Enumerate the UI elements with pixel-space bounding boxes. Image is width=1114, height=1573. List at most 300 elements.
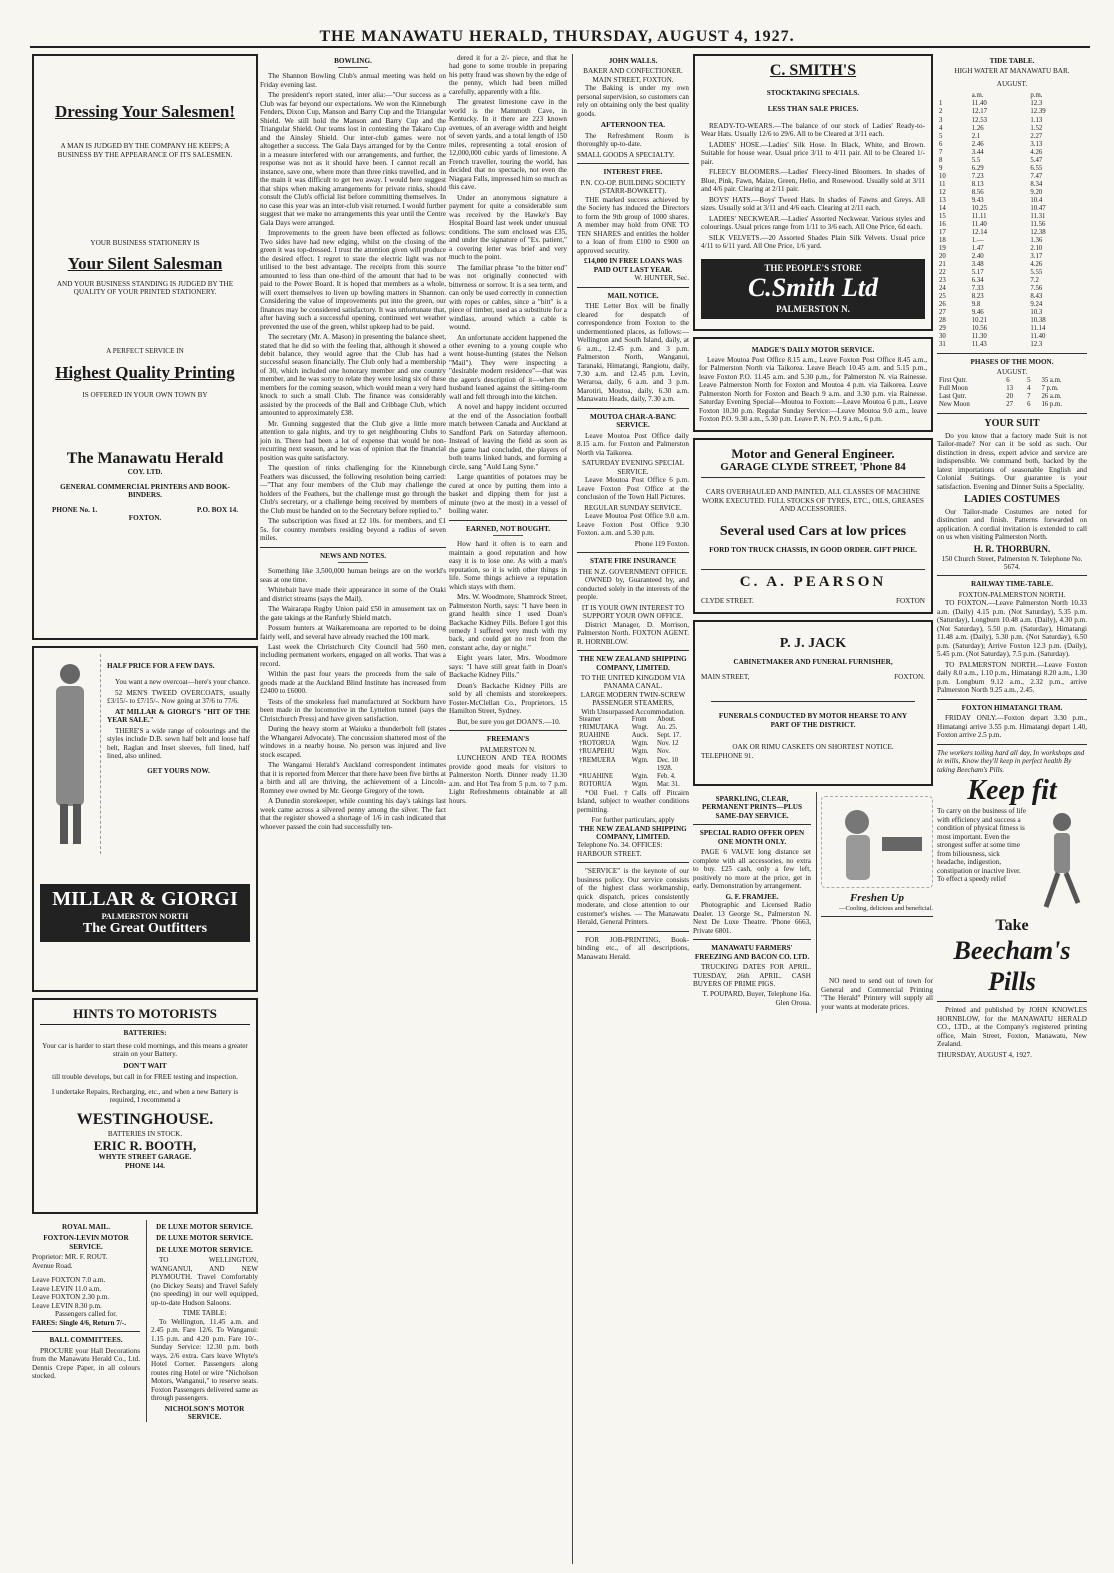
table-cell: 11.11 [971,212,987,220]
section-heading: RAILWAY TIME-TABLE. [970,580,1053,589]
news-paragraph: During the heavy storm at Waiuku a thunderbolt fell (states the Whangarei Advocate). The concussion shattered most of the windows in a nearby house. No person was injured and live stock escaped. [260,725,446,759]
article-paragraph: How hard it often is to earn and maintain a good reputation and how easy it is to lose one. As with a man's reputation, so it is with other things in life. Some things achieve a reputation which stays with them. [449,540,567,591]
section-heading: JOHN WALLS. [608,57,658,65]
table-cell: 2.40 [971,252,984,260]
table-cell: ROTORUA [579,780,612,788]
column-3 [449,54,689,1564]
ad-sub: GARAGE CLYDE STREET, 'Phone 84 [701,461,925,478]
table-cell: 7 p.m. [1041,384,1059,392]
tide-row [937,333,1087,341]
article-paragraph: The familiar phrase "to the bitter end" was not originally connected with bitterness or sorrow. It is a sea term, and can only be used correctly in connection with ropes or cables, since a "bitt" is a piece of timber, used as a substitute for a windlass, around which a cable is wound. [449,263,567,332]
table-cell: 7 [939,148,943,156]
article-paragraph: Eight years later, Mrs. Woodmore says: "I have still great faith in Doan's Backache Kidney Pills." [449,654,567,680]
smith-item: LADIES' HOSE.—Ladies' Silk Hose. In Black, White, and Brown. Suitable for house wear. Usual price 3/11 to 4/11 pair. All to be Cleared 1/- pair. [701,140,925,166]
tide-row [937,205,1087,213]
royal-mail-block [32,1220,140,1422]
ad-sub: A PERFECT SERVICE IN [106,346,184,355]
ad-town: FOXTON. [128,514,162,523]
table-cell: 14 [939,204,946,212]
section-heading: FREEMAN'S [486,735,530,744]
ad-sub: CABINETMAKER AND FUNERAL FURNISHER, [733,658,893,667]
table-cell: 13 [1006,384,1014,392]
table-cell: Auck. [631,732,649,740]
table-cell: 11.14 [1030,324,1046,332]
tide-row [937,181,1087,189]
table-cell: 1.— [971,236,984,244]
article-paragraph: An unfortunate accident happened the other evening to a young couple who went house-hunting (states the Nelson "Mail"). They were inspecting a "desirable modern residence"—that was the agent's description of it—when the husband leaned against the sitting-room wall and fell through into the kitchen. [449,333,567,401]
article-paragraph: Large quantities of potatoes may be cured at once by putting them into a basket and dipping them for just a minute (two at the most) in a vessel of boiling water. [449,473,567,516]
section-heading: EARNED, NOT BOUGHT. [466,524,550,533]
section-heading: BOWLING. [334,57,372,65]
freeman-text: LUNCHEON AND TEA ROOMS provide good meals for visitors to Palmerston North. Dinner ready 11.30 a.m. and Hot Tea from 5 p.m. to 7 p.m. Light Refreshments obtainable at all hours. [449,754,567,805]
madge-ad [693,337,933,432]
logo-sub: PALMERSTON NORTH [101,911,189,921]
suit-text: Do you know that a factory made Suit is not Tailor-made? Nor can it be sold as such. Our distinction in dress, expert advice and service are indispensible. We command both, backed by the latest importations of seasonable English and Colonial Suitings. Our guarantee is your satisfaction. Evening and Dinner Suits a Speciality. [937,431,1087,491]
ad-big: Highest Quality Printing [55,363,235,382]
article-paragraph: Doan's Backache Kidney Pills are sold by all chemists and storekeepers. Foster-McClellan Co., Proprietors, 15 Hamilton Street, Sydney. [449,681,567,716]
mail-time: Leave FOXTON 2.30 p.m. [32,1293,110,1302]
table-header: About. [657,716,676,724]
table-cell: †RUAPEHU [579,748,615,756]
ad-text: Your car is harder to start these cold mornings, and this means a greater strain on your Battery. [42,1041,248,1059]
tide-row [937,341,1087,349]
tide-month: AUGUST. [996,79,1028,88]
smith-items [701,122,925,251]
earned-article [449,540,567,726]
table-cell: Wgtn. [631,772,649,780]
news-paragraph: Possum hunters at Waikaremoana are reported to be doing fairly well, and several have already reached the 100 mark. [260,624,446,641]
nzs-text: *Oil Fuel. †Calls off Pitcairn Island, subject to weather conditions permitting. [577,788,689,814]
tide-row [937,108,1087,116]
table-cell: 3.13 [1030,140,1043,148]
tide-row [937,317,1087,325]
moon-row [937,401,1087,409]
ad-phone: PHONE No. 1. [52,505,98,514]
table-cell: 13 [939,196,946,204]
table-cell: 12.3 [1030,100,1043,108]
steamer-row [577,757,689,765]
moutoa-text: Leave Moutoa Post Office 9.0 a.m. Leave Foxton Post Office 9.30 Foxton. a.m. and 5.30 p.m. [577,512,689,538]
table-cell: 10.4 [1030,196,1043,204]
sfi-sub: THE N.Z. GOVERNMENT OFFICE. [578,567,688,576]
tide-row [937,245,1087,253]
tide-row [937,133,1087,141]
article-paragraph: But, be sure you get DOAN'S.—10. [457,717,561,726]
table-cell: 7.23 [971,172,984,180]
table-cell: RUAHINE [579,732,610,740]
table-cell: Dec. 10 [657,756,679,764]
smith-item: BOYS' HATS.—Boys' Tweed Hats. In shades of Fawns and Greys. All sizes. Usually sold at 3/11 and 4/6 each. Clearing at 2/11 each. [701,195,925,213]
section-heading: ROYAL MAIL. [61,1223,111,1231]
table-cell: 24 [939,284,946,292]
news-paragraph: Whitebait have made their appearance in some of the Otaki and district streams (says the Mail). [260,586,446,603]
table-cell: 21 [939,260,946,268]
tide-row [937,221,1087,229]
deluxe-block [146,1220,258,1422]
mail-time: Leave FOXTON 7.0 a.m. [32,1276,106,1285]
continued-article [449,54,567,516]
ad-text: A MAN IS JUDGED BY THE COMPANY HE KEEPS; A BUSINESS BY THE APPEARANCE OF ITS SALESMEN. [57,142,233,159]
ad-addr: MAIN STREET, [701,672,750,681]
freshen-text: Freshen Up [849,891,905,904]
tide-row [937,277,1087,285]
table-cell: 12.17 [971,108,988,116]
column-4 [693,54,933,1564]
ad-phone: PHONE 144. [125,1161,165,1170]
section-heading: MADGE'S DAILY MOTOR SERVICE. [751,345,875,354]
tide-row [937,293,1087,301]
table-cell: Wgtn. [631,748,649,756]
logo-text: MILLAR & GIORGI [52,888,238,910]
tide-row [937,189,1087,197]
steamer-row [577,773,689,781]
mfb-text: TRUCKING DATES FOR APRIL. TUESDAY, 26th APRIL. CASH BUYERS OF PRIME PIGS. [693,963,811,988]
ad-text: GET YOURS NOW. [147,766,210,775]
table-cell: 6 [1006,376,1010,384]
col3-right [572,54,689,1564]
table-cell: 12 [939,188,946,196]
steamer-row [577,748,689,756]
ad-sub: STOCKTAKING SPECIALS. [766,88,860,97]
radio-text: PAGE 6 VALVE long distance set complete with all accessories, no extra to buy. £25 cash, only a few left, positively no more at the price, get in early. Demonstration by arrangement. [693,848,811,891]
mail-notice-text: THE Letter Box will be finally cleared for despatch of correspondence from Foxton to the undermentioned places, as follows:— Wellington and South Island, daily, at 6 a.m., 12.45 p.m. and 3 p.m. Palmerston North, Wanganui, Taranaki, Himatangi, Rangiotu, daily, 7.30 a.m. and 12.45 p.m. Levin, Weraroa, daily, 6 a.m. and 3 p.m. Marotiri, Moutoa, daily, 6.30 a.m. Manawatu Heads, daily, 7.30 a.m. [577,302,689,404]
radio-sig: G. F. FRAMJEE. [725,892,779,901]
nzs-text: TO THE UNITED KINGDOM VIA PANAMA CANAL. [580,674,686,691]
ad-name: P. J. JACK [779,635,847,651]
walls-text: The Refreshment Room is thoroughly up-to-date. [577,131,689,149]
section-heading: FOXTON HIMATANGI TRAM. [961,703,1063,712]
bowling-article [260,72,446,542]
tide-row [937,165,1087,173]
tide-row [937,261,1087,269]
table-cell: 7.2 [1030,276,1039,284]
table-cell [630,765,655,773]
table-cell: 3.48 [971,260,984,268]
column-5 [937,54,1087,1564]
article-paragraph: A novel and happy incident occurred at the end of the Association football match between Canada and Auckland at Sandford Park on Saturday afternoon. Instead of leaving the field as soon as the game had concluded, the players of both teams linked hands, and forming a circle, sang "Auld Lang Syne." [449,403,567,471]
table-cell: 9.43 [971,196,984,204]
table-cell: 23 [939,276,946,284]
tide-row [937,325,1087,333]
imprint-date: THURSDAY, AUGUST 4, 1927. [937,1050,1032,1059]
table-cell: 6.29 [971,164,984,172]
news-paragraph: Last week the Christchurch City Council had 560 men, including permanent workers, engaged on all works. That was a record. [260,643,446,668]
section-heading: AFTERNOON TEA. [600,121,666,130]
steamer-row [577,740,689,748]
ad-text: DON'T WAIT [123,1061,167,1070]
news-paragraph: Within the past four years the proceeds from the sale of goods made at the Auckland Blind Institute has increased from £2400 to £6000. [260,670,446,696]
ad-addr: CLYDE STREET. [701,597,754,606]
running-figure-icon [1032,807,1087,917]
tide-table [937,92,1087,349]
table-cell: 1 [939,100,943,108]
section-heading: INTEREST FREE. [603,168,663,177]
table-cell: 10.21 [971,316,988,324]
news-paragraph: The Wanganui Herald's Auckland correspondent intimates that it is reported from Mercer that there have been five births at a birth and all are thriving, the achievement of a Lincoln-Romney ewe owned by Mr. George Gregory of the town. [260,761,446,795]
table-cell: 25 [939,292,946,300]
section-heading: DE LUXE MOTOR SERVICE. [156,1223,253,1231]
table-cell: 30 [939,332,946,340]
table-cell: 8.43 [1030,292,1043,300]
table-cell: 11.56 [1030,220,1046,228]
table-cell: 31 [939,340,946,348]
smith-item: FLEECY BLOOMERS.—Ladies' Fleecy-lined Bloomers. In shades of Blue, Pink, Fawn, Maize, Green, Helio, and Rosewood. Usually sold at 3/11 and 4/6 pair. Clearing at 2/11 pair. [701,168,925,194]
table-cell: 1.52 [1030,124,1043,132]
section-heading: TIDE TABLE. [989,57,1035,65]
motorists-ad [32,998,258,1214]
table-cell: 10.25 [971,204,988,212]
logo-bot: PALMERSTON N. [776,303,850,314]
moon-row [937,385,1087,393]
table-cell: 12.38 [1030,228,1046,236]
table-cell: 10.3 [1030,308,1043,316]
table-cell: 27 [939,308,946,316]
section-heading: YOUR SUIT [984,417,1040,429]
ad-title: C. SMITH'S [769,62,857,79]
table-cell: 9.20 [1030,188,1043,196]
tide-row [937,173,1087,181]
table-cell: 6.34 [971,276,984,284]
table-header [937,92,970,100]
table-header: p.m. [1030,92,1043,100]
table-cell: 12.3 [1030,340,1043,348]
beecham-poem: The workers toiling hard all day, In workshops and in mills, Know they'll keep in perfect health By taking Beecham's Pills. [937,748,1085,774]
ad-title: Motor and General Engineer. [731,445,895,461]
mail-time: Leave LEVIN 8.30 p.m. [32,1301,102,1310]
col3-left [449,54,567,1564]
table-cell: 9.8 [971,300,981,308]
article-paragraph: The greatest limestone cave in the world is the Mammoth Cave, in Kentucky. In it there are 223 known avenues, of an average width and height of seven yards, and a total length of 150 miles, representing a total erosion of 12,000,000 cubic yards of limestone. A French traveller, touring the world, has decided that no spectacle, not even the Niagara Falls, impressed him so much as this cave. [449,98,567,192]
table-cell: 1.36 [1030,236,1043,244]
table-cell: †REMUERA [579,756,616,764]
tide-row [937,149,1087,157]
table-cell: 12.39 [1030,108,1046,116]
deluxe-text: To Wellington, 11.45 a.m. and 2.45 p.m. Fare 12/6. To Wanganui: 1.15 p.m. and 4.20 p.m. Fare 10/-. Sunday Service: 12.30 p.m. both ways. 2/6 extra. Cars leave Whyte's Hotel Corner. Passengers along routes ring Hotel or wire "Nicholson Motors, Wanganui," to reserve seats. Foxton Passengers delivered same as through passengers. [151,1317,258,1403]
tide-row [937,237,1087,245]
smith-item: READY-TO-WEARS.—The balance of our stock of Ladies' Ready-to-Wear Hats. Usually 12/6 to 29/6. All to be Cleared at 3/11 each. [701,121,925,139]
table-cell: 8.23 [971,292,984,300]
table-cell: 5.47 [1030,156,1043,164]
ad-big: Several used Cars at low prices [719,523,907,539]
deluxe-sig: NICHOLSON'S MOTOR SERVICE. [164,1404,245,1422]
table-cell: 4.26 [1030,148,1043,156]
table-cell: 16 p.m. [1041,400,1063,408]
ad-text: FUNERALS CONDUCTED BY MOTOR HEARSE TO ANY PART OF THE DISTRICT. [711,701,915,729]
jack-ad [693,620,933,786]
ad-addr: WHYTE STREET GARAGE. [98,1153,192,1162]
mfb-sig: T. POUPARD, Buyer, Telephone 16a. Glen Oroua. [702,990,811,1007]
table-cell: 18 [939,236,946,244]
tide-row [937,197,1087,205]
table-cell: 7.47 [1030,172,1043,180]
walls-text: SMALL GOODS A SPECIALTY. [577,150,675,159]
nzs-text: LARGE MODERN TWIN-SCREW PASSENGER STEAMERS, [580,690,686,708]
tide-row [937,301,1087,309]
news-paragraph: Tests of the smokeless fuel manufactured at Sockburn have been made in the locomotive in the Lyttelton tunnel (says the Christchurch Press) and have given satisfaction. [260,697,446,723]
table-cell: Wgtn. [631,740,649,748]
nzs-text: With Unsurpassed Accommodation. [581,707,685,716]
table-cell: 9.24 [1030,300,1043,308]
table-cell: 11.30 [971,332,987,340]
section-heading: MOUTOA CHAR-A-BANC SERVICE. [590,412,676,430]
table-cell: 17 [939,228,946,236]
tide-row [937,117,1087,125]
section-heading: STATE FIRE INSURANCE [590,557,676,566]
rail-text: TO FOXTON.—Leave Palmerston North 10.33 a.m. (Daily) 4.15 p.m. (Not Saturday), 5.35 p.m. (Saturday), Longburn 10.48 a.m. (Daily), 4.30 p.m. (Not Saturday), 5.50 p.m. (Saturday), Himatangi 11.48 a.m. (Daily), 5.30 p.m. (Not Saturday), 6.50 p.m. (Saturday); Arrive Foxton 12.3 p.m. (Daily), 5.45 p.m. (Not Saturday), 7.5 p.m. (Saturday). [937,599,1087,659]
keepfit-text: Keep fit [967,775,1057,807]
table-cell: 11.31 [1030,212,1046,220]
table-cell: 10.47 [1030,204,1046,212]
moutoa-phone: Phone 119 Foxton. [634,539,689,548]
moon-row [937,393,1087,401]
tide-row [937,141,1087,149]
ad-text: AT MILLAR & GIORGI'S "HIT OF THE YEAR SALE." [107,707,250,725]
ad-text: CARS OVERHAULED AND PAINTED, ALL CLASSES OF MACHINE WORK EXECUTED. FULL STOCKS OF TYRES, ETC., OILS, GREASES AND ACCESSORIES. [702,488,924,514]
freeman-sub: PALMERSTON N. [480,745,536,754]
walls-addr: MAIN STREET, FOXTON. [592,75,674,84]
table-cell: Last Qutr. [939,392,967,400]
ad-name: ERIC R. BOOTH, [93,1138,197,1154]
section-heading: THE NEW ZEALAND SHIPPING COMPANY, LIMITED. [579,655,687,672]
table-cell: 2.1 [971,132,981,140]
smith-item: SILK VELVETS.—20 Assorted Shades Plain Silk Velvets. Usual price 4/11 to 6/11 yard. All One Price, 1/6 yard. [701,233,925,251]
nzs-sig: THE NEW ZEALAND SHIPPING COMPANY, LIMITED. [579,824,687,841]
tide-row [937,125,1087,133]
logo-text: C.Smith Ltd [747,273,879,303]
ad-text: 52 MEN'S TWEED OVERCOATS, usually £3/15/- to £7/15/-. Now going at 37/6 to 77/6. [107,688,250,706]
madge-text: Leave Moutoa Post Office 8.15 a.m., Leave Foxton Post Office 8.45 a.m., for Palmerston North via Taikorea. Leave Beach 10.45 a.m. and 5.15 p.m., leave Foxton P.O. 11.45 a.m. and 5.30 p.m., for Palmerston N. via Rainesse. Leave Palmerston North for Foxton and Moutoa 4 p.m. via Taikorea. Leave Palmerston North for Foxton and Beach 9 a.m. and 3.30 p.m. via Rainesse. Saturday Evening Special—Moutoa to Foxton:—Leave Moutoa 6 p.m., Leave Foxton 10.30 p.m. Regular Sunday Service:—Leave Moutoa 9.0 a.m., leave Foxton P.O. 9.30 a.m., 5.30 p.m. Leave P. N. P.O. 9 a.m., 6 p.m. [699,356,927,424]
table-cell: 4 [939,124,943,132]
news-paragraph: Something like 3,500,000 human beings are on the world's seas at one time. [260,567,446,584]
ad-name: C. A. PEARSON [701,569,925,592]
table-cell: 2.27 [1030,132,1043,140]
news-paragraph: A Dunedin storekeeper, while counting his day's takings last week came across a silvered penny among the silver. The fact that the register showed a shortage of 1/6 in cash indicated that whoever passed the coin had successfully ten- [260,797,446,831]
millar-giorgi-logo [40,884,250,942]
deluxe-text: TO WELLINGTON, WANGANUI, AND NEW PLYMOUTH. Travel Comfortably (no Dickey Seats) and Travel Safely (no speeding) in our well equipped, up-to-date Hudson Saloons. [151,1256,258,1307]
steamer-row [577,732,689,740]
section-heading: LADIES COSTUMES [964,494,1060,506]
ad-sub: BATTERIES: [123,1029,167,1038]
service-text: "SERVICE" is the keynote of our business policy. Our service consists of the highest class workmanship, quick dispatch, prices consistently moderate, and close attention to our customer's wishes. — The Manawatu Herald, General Printers. [577,867,689,927]
table-cell: 22 [939,268,946,276]
take-text: Take [995,917,1029,935]
table-cell: 4.26 [1030,260,1043,268]
table-cell: 8.56 [971,188,984,196]
ad-text: IS OFFERED IN YOUR OWN TOWN BY [82,391,208,400]
section-heading: MANAWATU FARMERS' FREEZING AND BACON CO. LTD. [694,944,810,961]
mail-fares: FARES: Single 4/6, Return 7/-. [32,1318,127,1327]
walls-sub: BAKER AND CONFECTIONER. [583,67,683,76]
interest-sub: P.N. CO-OP. BUILDING SOCIETY (STARR-BOWKETT). [580,178,686,196]
table-cell: 8.34 [1030,180,1043,188]
article-paragraph: dered it for a 2/- piece, and that he had gone to some trouble in preparing his petty fraud was shown by the edge of the penny, which had been milled carefully, apparently with a file. [449,54,567,96]
tide-sub: HIGH WATER AT MANAWATU BAR. [954,67,1070,76]
ad-text: THERE'S a wide range of colourings and the styles include D.B. sewn half belt and loose half belt, Raglan and Inset sleeves, full lined, half lined, also unlined. [107,726,250,761]
section-heading: FOXTON-LEVIN MOTOR SERVICE. [43,1234,129,1251]
col4-right [816,792,933,1014]
section-heading: DE LUXE MOTOR SERVICE. [156,1245,253,1254]
millar-giorgi-ad [32,646,258,992]
moon-row [937,377,1087,385]
moutoa-text: Leave Moutoa Post Office 6 p.m. Leave Foxton Post Office at the conclusion of the Town Hall Pictures. [577,476,689,502]
table-cell [577,765,630,773]
news-paragraph: The Wairarapa Rugby Union paid £50 in amusement tax on the gate takings at the Ranfurly Shield match. [260,605,446,622]
tide-row [937,100,1087,108]
ad-text: I undertake Repairs, Recharging, etc., and when a new Battery is required, I recommend a [51,1087,239,1105]
mail-prop: Proprietor: MR. F. ROUT. [32,1253,108,1262]
table-cell: Au. 25. [657,724,678,732]
herald-printing-ad [32,54,258,640]
table-header: Steamer [579,716,602,724]
nzs-text: For further particulars, apply [591,816,675,825]
beecham-text: To carry on the business of life with efficiency and success a condition of physical fitness is most important. Even the strongest suffer at some time from biliousness, sick headache, indigestion, constipation or inactive liver. To effect a speedy relief [937,807,1026,884]
article-paragraph: The question of rinks challenging for the Kinneburgh Feathers was discussed, the following resolution being carried:—"That any four members of the Club may challenge the holders of the Feathers, but the challenge must go through the Club's secretary, or a challenge being received by members of the Club must be handed on to the Secretary before replied to." [260,464,446,515]
article-paragraph: Mrs. W. Woodmore, Shamrock Street, Palmerston North, says: "I have been in grand health since I used Doan's Backache Kidney Pills. Before I got this remedy I suffered very much with my back, and could get no rest from the constant ache, day or night." [449,593,567,652]
table-cell: †ROTORUA [579,740,616,748]
no-need-text: NO need to send out of town for General and Commercial Printing "The Herald" Printery will supply all your wants at moderate prices. [821,977,933,1011]
table-cell: 26 [939,300,946,308]
ad-big: WESTINGHOUSE. [76,1110,214,1128]
table-cell: Wngt. [631,724,649,732]
table-cell: †RIMUTAKA [579,724,619,732]
walls-text: The Baking is under my own personal supervision, so customers can rely on obtaining only the best quality goods. [577,84,689,118]
table-cell: 8 [939,156,943,164]
thor-addr: 150 Church Street, Palmerston N. Telephone No. 5674. [941,554,1083,571]
tide-row [937,269,1087,277]
table-cell: 6.55 [1030,164,1043,172]
mail-note: Passengers called for. [54,1310,118,1319]
article-paragraph: The president's report stated, inter alia:—"Our success as a Club was far beyond our expectations. We won the Kinneburgh Fenders, Dixon Cup, Manson and Barry Cup and the Triangular Shield. We still hold the Manson and Barry Cup and the Triangular Shield. Our teams lost in contesting the Takaro Cup and the Ainsley Shield. Our inter-club games were not altogether a success. The Gala Days arranged for by the Centre in a measure interfered with our arrangements, and further, the response was not as it should have been. I cannot recall an instance, save one, where more than three rinks travelled, and in the main it was difficult to get two away. I would here suggest that ships when making arrangements for private rinks, should consult the Club's official list before committing themselves. In no case this year was an inter-club visit returned. I would further suggest that we make no arrangements this year until the Centre Gala Days were arranged. [260,91,446,227]
table-cell: 11.43 [971,340,987,348]
rail-sub: FOXTON-PALMERSTON NORTH. [958,590,1066,599]
ad-text: TELEPHONE 91. [701,751,754,760]
ad-coy: COY. LTD. [127,468,163,477]
ad-sub: YOUR BUSINESS STATIONERY IS [90,239,200,248]
interest-text: £14,000 IN FREE LOANS WAS PAID OUT LAST YEAR. [584,257,682,274]
moon-month: AUGUST. [996,368,1028,377]
cooling-text: —Cooling, delicious and beneficial. [838,904,933,912]
table-cell: 3.17 [1030,252,1043,260]
table-cell: Full Moon [939,384,968,392]
nzs-text: Telephone No. 34. OFFICES: HARBOUR STREET. [577,841,663,858]
table-cell: 2.46 [971,140,984,148]
ad-text: till trouble develops, but call in for FREE testing and inspection. [52,1073,238,1082]
ad-town: FOXTON. [894,672,925,681]
table-cell: 16 [939,220,946,228]
table-cell: 2 [939,108,943,116]
pearson-ad [693,438,933,614]
table-cell: 1.13 [1030,116,1043,124]
news-article [260,567,446,831]
sfi-text: IT IS YOUR OWN INTEREST TO SUPPORT YOUR OWN OFFICE. [581,603,685,621]
ad-text: GENERAL COMMERCIAL PRINTERS AND BOOK-BINDERS. [60,482,230,500]
table-cell: 20 [939,252,946,260]
ad-head: HALF PRICE FOR A FEW DAYS. [107,662,215,670]
rail-text: TO PALMERSTON NORTH.—Leave Foxton daily 8.0 a.m., 1.10 p.m., Himatangi 8.20 a.m., 1.30 p.m. Longburn 9.12 a.m., 2.32 p.m., arrive Palmerston North 9.25 a.m., 2.45. [937,660,1087,695]
logo-tag: The Great Outfitters [82,921,208,937]
table-cell: 6 [1027,400,1031,408]
ad-title: Dressing Your Salesmen! [54,102,236,121]
table-cell: 12.53 [971,116,988,124]
table-cell: Wgtn. [631,756,649,764]
section-heading: SPECIAL RADIO OFFER OPEN ONE MONTH ONLY. [699,829,805,846]
steamer-row [577,765,689,773]
steamer-table [577,716,689,788]
table-cell: 10.38 [1030,316,1046,324]
section-heading: BALL COMMITTEES. [49,1336,123,1345]
table-cell: 9 [939,164,943,172]
table-cell: 7.56 [1030,284,1043,292]
